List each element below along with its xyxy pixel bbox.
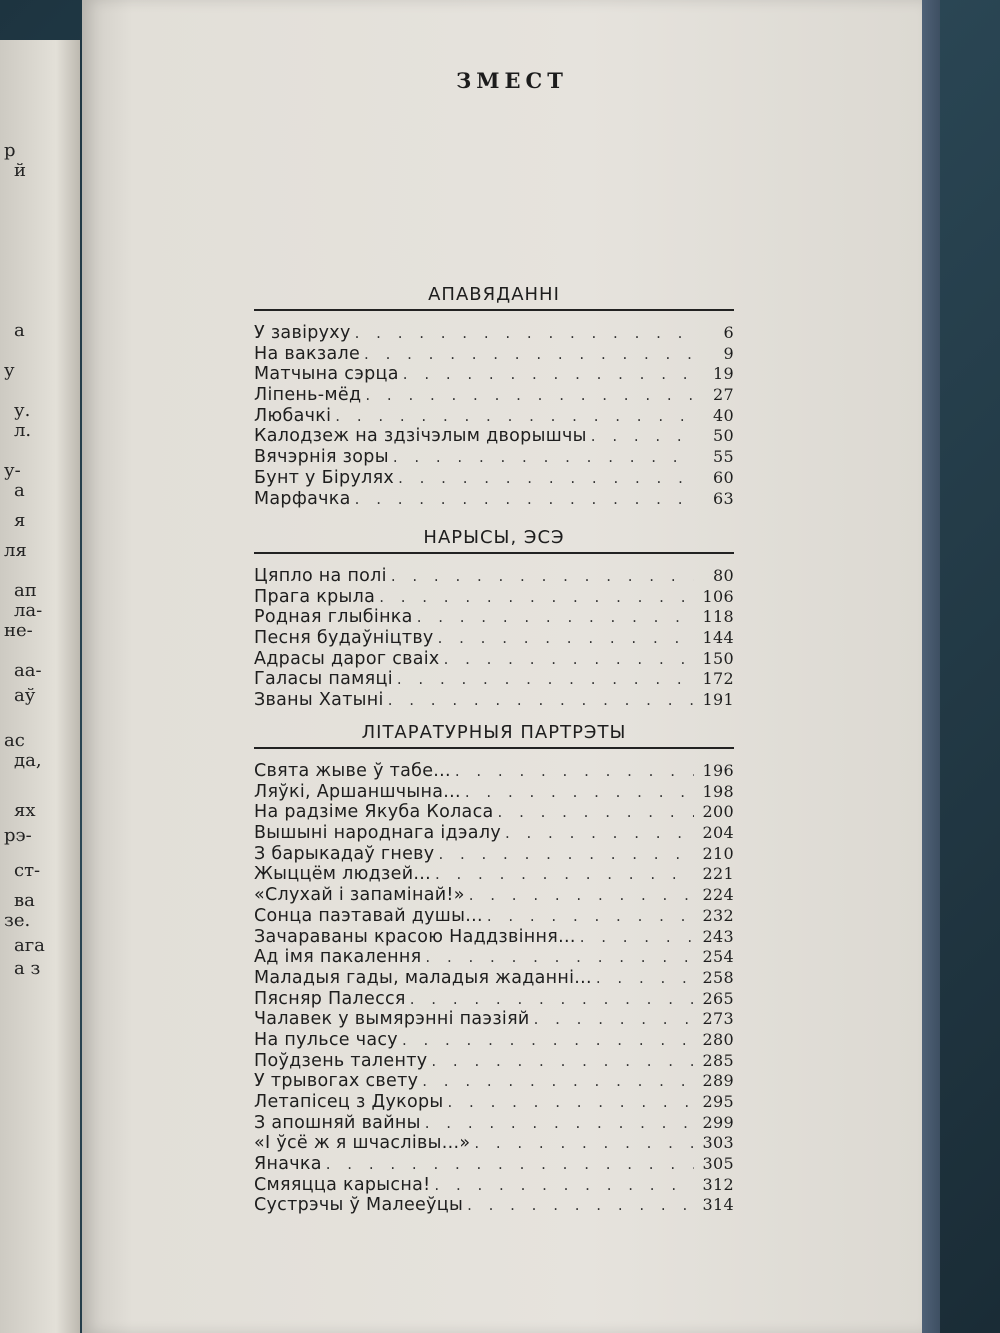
page-title: ЗМЕСТ bbox=[456, 68, 568, 93]
toc-entry bbox=[254, 1092, 734, 1113]
dot-leader bbox=[534, 1010, 694, 1028]
toc-entry bbox=[254, 587, 734, 608]
toc-entry bbox=[254, 364, 734, 385]
dot-leader bbox=[379, 588, 694, 606]
left-page-text-fragment: ла- bbox=[14, 600, 43, 621]
entry-title: «І ўсё ж я шчаслівы...» bbox=[254, 1133, 471, 1154]
entry-page-number: 273 bbox=[702, 1009, 734, 1029]
entry-list bbox=[254, 323, 734, 509]
entry-page-number: 60 bbox=[713, 467, 734, 487]
dot-leader bbox=[410, 990, 694, 1008]
toc-entry bbox=[254, 649, 734, 670]
left-page-text-fragment: ва bbox=[14, 890, 35, 911]
entry-title: Званы Хатыні bbox=[254, 690, 384, 711]
dot-leader bbox=[455, 762, 694, 780]
entry-page-number: 198 bbox=[702, 781, 734, 801]
entry-title: Калодзеж на здзічэлым дворышчы bbox=[254, 426, 587, 447]
entry-page-number: 265 bbox=[702, 988, 734, 1008]
entry-title: Ліпень-мёд bbox=[254, 385, 362, 406]
entry-page-number: 118 bbox=[702, 607, 734, 627]
entry-title: З апошняй вайны bbox=[254, 1112, 421, 1133]
entry-page-number: 280 bbox=[702, 1029, 734, 1049]
toc-entry bbox=[254, 406, 734, 427]
dot-leader bbox=[364, 345, 694, 363]
toc-entry bbox=[254, 607, 734, 628]
toc-entry bbox=[254, 489, 734, 510]
entry-page-number: 196 bbox=[702, 761, 734, 780]
entry-title: Цяпло на полі bbox=[254, 566, 387, 586]
left-page-text-fragment: й bbox=[14, 160, 26, 181]
entry-page-number: 289 bbox=[702, 1071, 734, 1091]
entry-title: Ад імя пакалення bbox=[254, 947, 422, 968]
toc-entry bbox=[254, 1113, 734, 1134]
toc-entry bbox=[254, 947, 734, 968]
dot-leader bbox=[498, 803, 694, 821]
dot-leader bbox=[335, 407, 694, 425]
entry-page-number: 303 bbox=[702, 1133, 734, 1153]
left-page-text-fragment: я bbox=[14, 510, 26, 531]
left-page-text-fragment: аў bbox=[14, 685, 36, 706]
entry-page-number: 224 bbox=[702, 885, 734, 905]
toc-entry bbox=[254, 782, 734, 803]
section-essays bbox=[254, 527, 734, 711]
left-page-text-fragment: ст- bbox=[14, 860, 41, 881]
contents-page bbox=[82, 0, 922, 1333]
entry-page-number: 144 bbox=[702, 628, 734, 648]
toc-entry bbox=[254, 864, 734, 885]
entry-title: Матчына сэрца bbox=[254, 364, 399, 385]
toc-entry bbox=[254, 669, 734, 690]
entry-page-number: 40 bbox=[713, 405, 734, 425]
entry-page-number: 295 bbox=[702, 1092, 734, 1111]
toc-entry bbox=[254, 468, 734, 489]
entry-title: Летапісец з Дукоры bbox=[254, 1092, 444, 1112]
dot-leader bbox=[431, 1052, 694, 1070]
dot-leader bbox=[393, 448, 694, 466]
dot-leader bbox=[425, 948, 694, 966]
left-page-text-fragment: ас bbox=[4, 730, 25, 751]
dot-leader bbox=[596, 969, 694, 987]
left-page-text-fragment: не- bbox=[4, 620, 33, 641]
entry-title: Чалавек у вымярэнні паэзіяй bbox=[254, 1009, 530, 1030]
dot-leader bbox=[402, 1031, 694, 1049]
toc-entry bbox=[254, 823, 734, 844]
entry-title: На пульсе часу bbox=[254, 1029, 398, 1050]
entry-title: Вячэрнія зоры bbox=[254, 447, 389, 468]
entry-page-number: 232 bbox=[702, 905, 734, 925]
dot-leader bbox=[438, 629, 694, 647]
entry-page-number: 314 bbox=[702, 1195, 734, 1215]
entry-title: Пясняр Палесся bbox=[254, 988, 406, 1009]
dot-leader bbox=[591, 427, 694, 445]
dot-leader bbox=[398, 469, 694, 487]
entry-title: Поўдзень таленту bbox=[254, 1050, 428, 1071]
dot-leader bbox=[580, 928, 694, 946]
entry-title: Марфачка bbox=[254, 488, 351, 509]
entry-page-number: 80 bbox=[713, 566, 734, 585]
toc-entry bbox=[254, 927, 734, 948]
entry-page-number: 150 bbox=[702, 648, 734, 668]
dot-leader bbox=[326, 1155, 694, 1173]
dot-leader bbox=[435, 865, 694, 883]
left-page-text-fragment: ля bbox=[4, 540, 27, 561]
entry-title: Родная глыбінка bbox=[254, 607, 413, 628]
section-heading: АПАВЯДАННІ bbox=[254, 284, 734, 311]
entry-page-number: 27 bbox=[713, 385, 734, 405]
toc-entry bbox=[254, 628, 734, 649]
dot-leader bbox=[467, 1196, 694, 1214]
toc-entry bbox=[254, 1195, 734, 1216]
dot-leader bbox=[474, 1134, 694, 1152]
toc-entry bbox=[254, 344, 734, 365]
toc-entry bbox=[254, 690, 734, 711]
entry-page-number: 204 bbox=[702, 823, 734, 843]
entry-page-number: 106 bbox=[702, 586, 734, 606]
dot-leader bbox=[465, 783, 694, 801]
entry-page-number: 299 bbox=[702, 1112, 734, 1132]
toc-entry bbox=[254, 1051, 734, 1072]
left-page-text-fragment: л. bbox=[14, 420, 32, 441]
entry-page-number: 221 bbox=[702, 864, 734, 884]
toc-entry bbox=[254, 906, 734, 927]
section-portraits bbox=[254, 722, 734, 1216]
left-page-text-fragment: да, bbox=[14, 750, 42, 771]
section-stories bbox=[254, 284, 734, 509]
left-page-text-fragment: ап bbox=[14, 580, 37, 601]
dot-leader bbox=[444, 650, 694, 668]
left-page-text-fragment: ага bbox=[14, 935, 45, 956]
dot-leader bbox=[355, 324, 694, 342]
toc-entry bbox=[254, 323, 734, 344]
toc-entry bbox=[254, 989, 734, 1010]
entry-page-number: 19 bbox=[713, 364, 734, 384]
dot-leader bbox=[448, 1093, 694, 1111]
entry-title: Зачараваны красою Наддзвіння... bbox=[254, 926, 576, 947]
dot-leader bbox=[388, 691, 694, 709]
toc-entry bbox=[254, 1175, 734, 1196]
toc-entry bbox=[254, 761, 734, 782]
toc-entry bbox=[254, 1009, 734, 1030]
toc-entry bbox=[254, 844, 734, 865]
entry-title: Любачкі bbox=[254, 405, 332, 426]
dot-leader bbox=[417, 608, 694, 626]
dot-leader bbox=[438, 845, 694, 863]
entry-page-number: 210 bbox=[702, 843, 734, 863]
entry-list bbox=[254, 761, 734, 1216]
entry-title: На радзіме Якуба Коласа bbox=[254, 802, 494, 823]
left-page-text-fragment: у. bbox=[14, 400, 31, 421]
dot-leader bbox=[434, 1176, 694, 1194]
entry-title: Яначка bbox=[254, 1154, 322, 1175]
left-page-text-fragment: аа- bbox=[14, 660, 42, 681]
entry-title: Бунт у Бірулях bbox=[254, 467, 395, 488]
dot-leader bbox=[355, 490, 694, 508]
toc-entry bbox=[254, 1030, 734, 1051]
entry-page-number: 172 bbox=[702, 669, 734, 689]
toc-entry bbox=[254, 1133, 734, 1154]
entry-page-number: 63 bbox=[713, 488, 734, 508]
entry-page-number: 55 bbox=[713, 447, 734, 467]
entry-page-number: 50 bbox=[713, 426, 734, 446]
entry-title: Свята жыве ў табе... bbox=[254, 761, 451, 781]
entry-title: На вакзале bbox=[254, 343, 361, 364]
entry-title: Маладыя гады, маладыя жаданні... bbox=[254, 967, 592, 988]
left-page-text-fragment: у- bbox=[4, 460, 21, 481]
entry-title: Ляўкі, Аршаншчына... bbox=[254, 781, 461, 802]
entry-page-number: 254 bbox=[702, 947, 734, 967]
toc-entry bbox=[254, 426, 734, 447]
dot-leader bbox=[391, 567, 694, 585]
toc-entry bbox=[254, 566, 734, 587]
dot-leader bbox=[397, 670, 694, 688]
dot-leader bbox=[425, 1114, 694, 1132]
section-heading: НАРЫСЫ, ЭСЭ bbox=[254, 527, 734, 554]
entry-page-number: 285 bbox=[702, 1050, 734, 1070]
entry-page-number: 258 bbox=[702, 967, 734, 987]
entry-page-number: 9 bbox=[723, 343, 734, 363]
section-heading: ЛІТАРАТУРНЫЯ ПАРТРЭТЫ bbox=[254, 722, 734, 749]
left-page-text-fragment: ях bbox=[14, 800, 36, 821]
toc-entry bbox=[254, 1154, 734, 1175]
dot-leader bbox=[365, 386, 694, 404]
toc-entry bbox=[254, 802, 734, 823]
left-page-text-fragment: а з bbox=[14, 958, 41, 979]
toc-entry bbox=[254, 447, 734, 468]
entry-page-number: 243 bbox=[702, 926, 734, 946]
entry-title: У завіруху bbox=[254, 323, 351, 343]
dot-leader bbox=[403, 365, 694, 383]
entry-page-number: 312 bbox=[702, 1174, 734, 1194]
dot-leader bbox=[487, 907, 694, 925]
toc-entry bbox=[254, 885, 734, 906]
left-page bbox=[0, 40, 80, 1333]
entry-page-number: 305 bbox=[702, 1154, 734, 1174]
left-page-text-fragment: рэ- bbox=[4, 825, 32, 846]
entry-title: Адрасы дарог сваіх bbox=[254, 648, 440, 669]
toc-entry bbox=[254, 385, 734, 406]
entry-title: Жыццём людзей... bbox=[254, 864, 431, 885]
entry-title: У трывогах свету bbox=[254, 1071, 419, 1092]
left-page-text-fragment: а bbox=[14, 320, 25, 341]
entry-list bbox=[254, 566, 734, 711]
entry-title: Вышыні народнага ідэалу bbox=[254, 823, 501, 844]
entry-title: З барыкадаў гневу bbox=[254, 843, 435, 864]
dot-leader bbox=[422, 1072, 694, 1090]
toc-entry bbox=[254, 1071, 734, 1092]
dot-leader bbox=[469, 886, 694, 904]
entry-title: Прага крыла bbox=[254, 586, 376, 607]
toc-entry bbox=[254, 968, 734, 989]
left-page-text-fragment: а bbox=[14, 480, 25, 501]
entry-title: «Слухай і запамінай!» bbox=[254, 885, 465, 906]
left-page-text-fragment: зе. bbox=[4, 910, 31, 931]
entry-title: Сонца паэтавай душы... bbox=[254, 905, 483, 926]
left-page-text-fragment: у bbox=[4, 360, 15, 381]
entry-title: Сустрэчы ў Малееўцы bbox=[254, 1195, 464, 1216]
entry-page-number: 200 bbox=[702, 802, 734, 822]
entry-page-number: 191 bbox=[702, 690, 734, 710]
entry-page-number: 6 bbox=[723, 323, 734, 342]
entry-title: Смяяцца карысна! bbox=[254, 1174, 431, 1195]
entry-title: Песня будаўніцтву bbox=[254, 628, 434, 649]
left-page-text-fragment: р bbox=[4, 140, 16, 161]
entry-title: Галасы памяці bbox=[254, 669, 393, 690]
dot-leader bbox=[505, 824, 694, 842]
